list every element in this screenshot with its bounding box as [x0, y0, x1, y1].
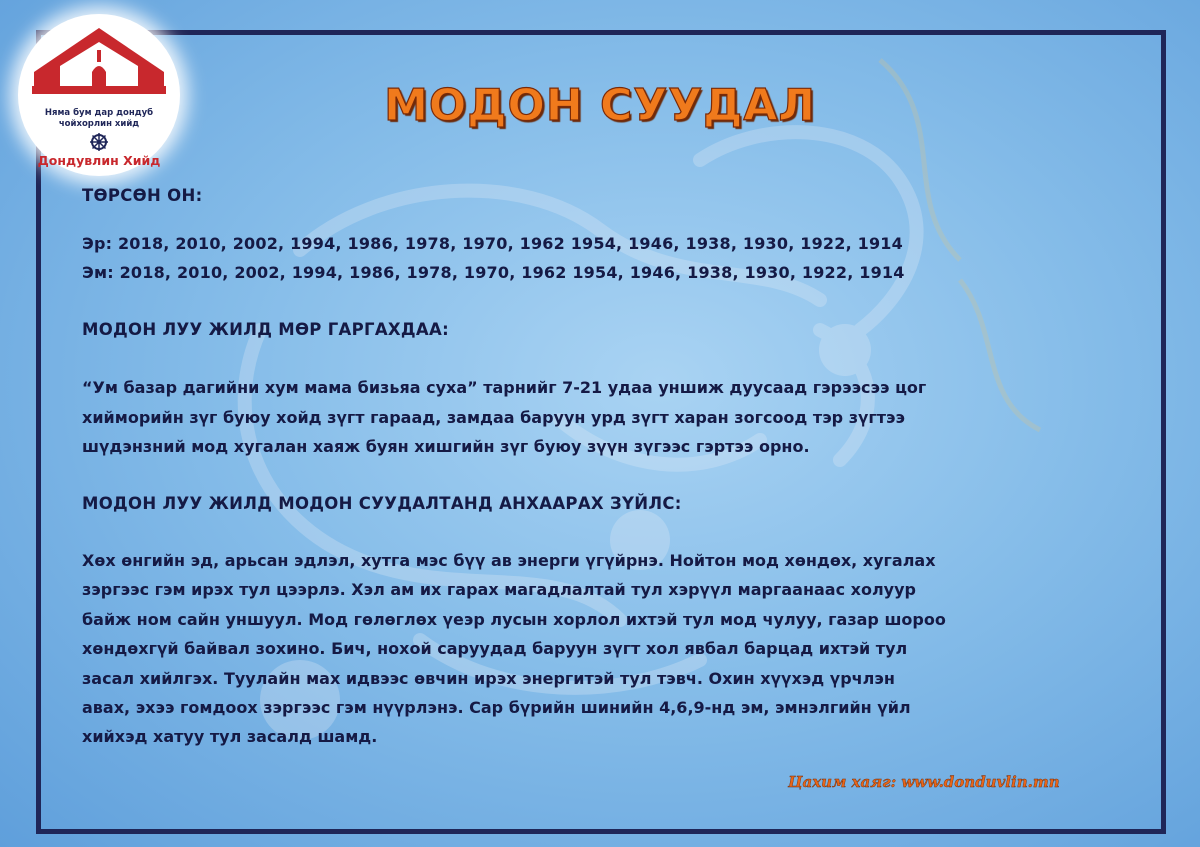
- logo-name: Дондувлин Хийд: [37, 153, 161, 168]
- section2-line: зэргээс гэм ирэх тул цээрлэ. Хэл ам их гарах магадлалтай тул хэрүүл маргаанаас холуур: [82, 580, 916, 599]
- page-title: МОДОН СУУДАЛ: [384, 80, 816, 131]
- birth-years-heading: ТӨРСӨН ОН:: [82, 186, 203, 205]
- monastery-logo: [18, 14, 180, 176]
- section2-line: байж ном сайн уншуул. Мод гөлөглөх үеэр лусын хорлол ихтэй тул мод чулуу, газар шороо: [82, 610, 946, 629]
- section2-line: хөндөхгүй байвал зохино. Бич, нохой саруудад баруун зүгт хол явбал барцад ихтэй тул: [82, 639, 908, 658]
- section1-heading: МОДОН ЛУУ ЖИЛД МӨР ГАРГАХДАА:: [82, 320, 449, 339]
- section2-line: засал хийлгэх. Туулайн мах идвээс өвчин ирэх энергитэй тул тэвч. Охин хүүхэд үрчлэн: [82, 669, 895, 688]
- section2-heading: МОДОН ЛУУ ЖИЛД МОДОН СУУДАЛТАНД АНХААРАХ ЗҮЙЛС:: [82, 494, 682, 513]
- dharma-wheel-icon: [89, 132, 109, 152]
- section1-line: “Ум базар дагийни хум мама бизьяа суха” тарнийг 7-21 удаа уншиж дуусаад гэрээсээ цог: [82, 378, 927, 397]
- section2-line: хийхэд хатуу тул засалд шамд.: [82, 727, 378, 746]
- logo-subtitle-line1: Няма бум дар дондуб: [44, 108, 154, 118]
- logo-subtitle: [18, 108, 180, 130]
- section2-line: Хөх өнгийн эд, арьсан эдлэл, хутга мэс бүү ав энерги үгүйрнэ. Нойтон мод хөндөх, хугалах: [82, 551, 936, 570]
- birth-years-male: Эр: 2018, 2010, 2002, 1994, 1986, 1978, 1970, 1962 1954, 1946, 1938, 1930, 1922, 1914: [82, 234, 903, 253]
- section1-line: шүдэнзний мод хугалан хаяж буян хишгийн зүг буюу зүүн зүгээс гэртээ орно.: [82, 437, 810, 456]
- logo-subtitle-line2: чойхорлин хийд: [58, 119, 140, 129]
- website-footer: Цахим хаяг: www.donduvlin.mn: [788, 773, 1060, 791]
- section1-line: хийморийн зүг буюу хойд зүгт гараад, замдаа баруун урд зүгт харан зогсоод тэр зүгтээ: [82, 408, 906, 427]
- birth-years-female: Эм: 2018, 2010, 2002, 1994, 1986, 1978, 1970, 1962 1954, 1946, 1938, 1930, 1922, 1914: [82, 263, 905, 282]
- section2-line: авах, эхээ гомдоох зэргээс гэм нүүрлэнэ. Сар бүрийн шинийн 4,6,9-нд эм, эмнэлгийн үйл: [82, 698, 911, 717]
